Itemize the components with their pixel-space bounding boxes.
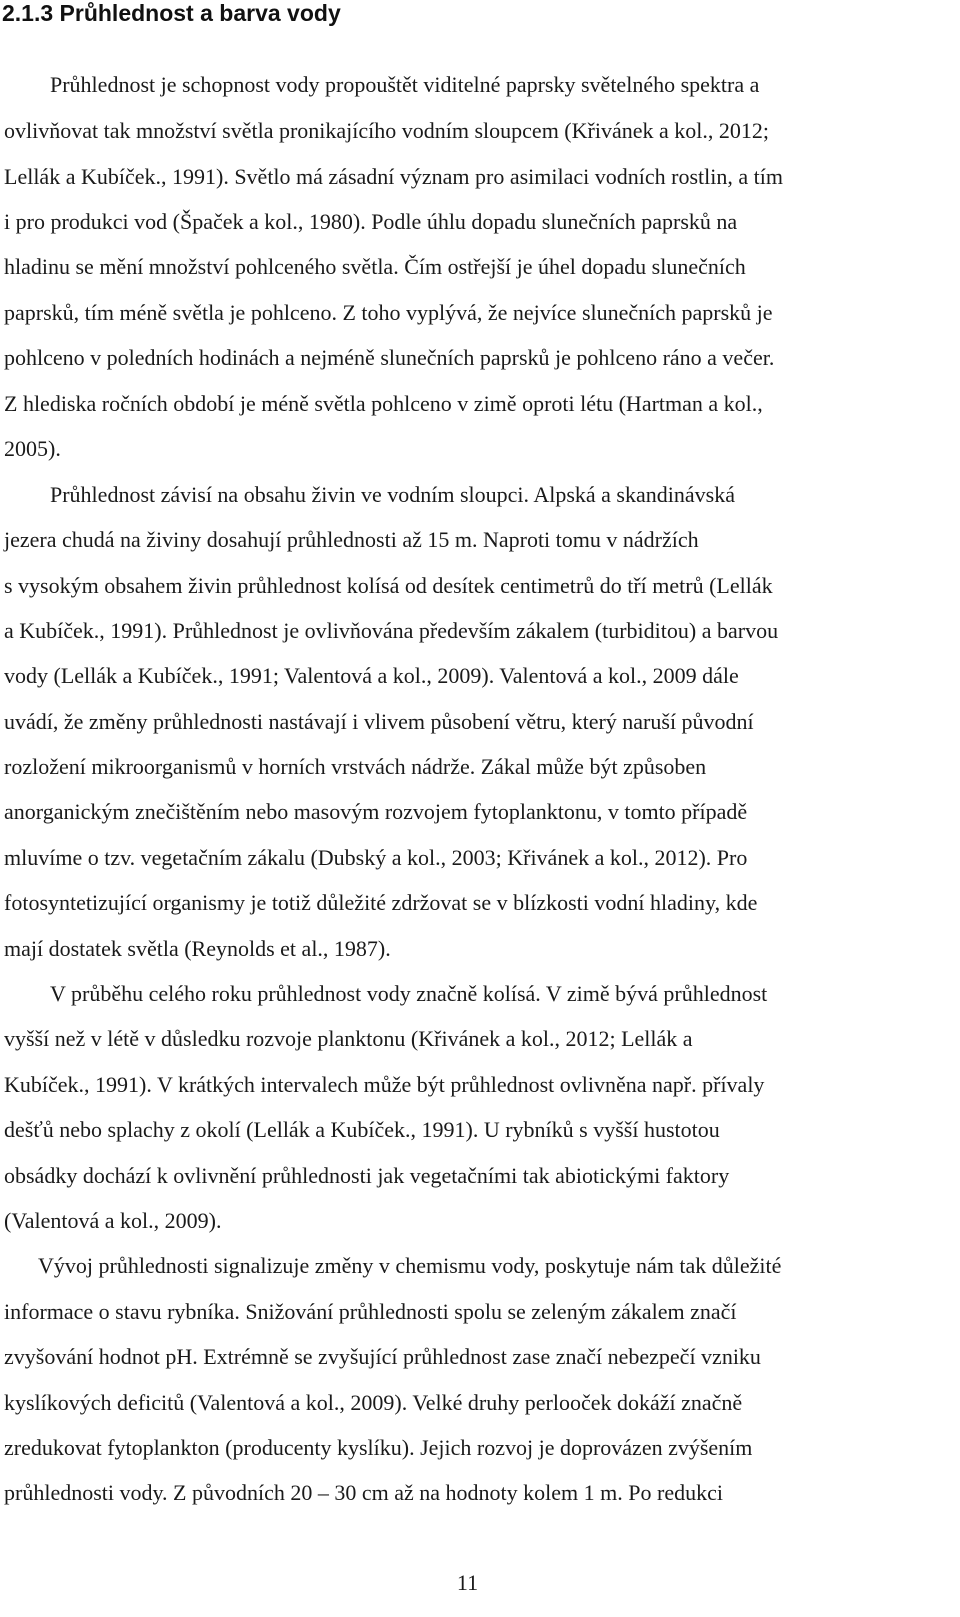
text-line: a Kubíček., 1991). Průhlednost je ovlivňována především zákalem (turbiditou) a barvou	[4, 618, 779, 643]
text-line: průhlednosti vody. Z původních 20 – 30 cm až na hodnoty kolem 1 m. Po redukci	[4, 1480, 723, 1505]
text-line: zredukovat fytoplankton (producenty kyslíku). Jejich rozvoj je doprovázen zvýšením	[4, 1435, 753, 1460]
text-line: dešťů nebo splachy z okolí (Lellák a Kubíček., 1991). U rybníků s vyšší hustotou	[4, 1117, 720, 1142]
text-line: paprsků, tím méně světla je pohlceno. Z toho vyplývá, že nejvíce slunečních paprsků je	[4, 300, 773, 325]
text-line: Kubíček., 1991). V krátkých intervalech může být průhlednost ovlivněna např. přívaly	[4, 1072, 765, 1097]
text-line: V průběhu celého roku průhlednost vody značně kolísá. V zimě bývá průhlednost	[50, 981, 768, 1006]
text-line: jezera chudá na živiny dosahují průhlednosti až 15 m. Naproti tomu v nádržích	[4, 527, 699, 552]
text-line: (Valentová a kol., 2009).	[4, 1208, 222, 1233]
text-line: rozložení mikroorganismů v horních vrstvách nádrže. Zákal může být způsoben	[4, 754, 707, 779]
text-line: obsádky dochází k ovlivnění průhlednosti jak vegetačními tak abiotickými faktory	[4, 1163, 730, 1188]
text-line: Lellák a Kubíček., 1991). Světlo má zásadní význam pro asimilaci vodních rostlin, a tím	[4, 164, 783, 189]
text-line: vody (Lellák a Kubíček., 1991; Valentová a kol., 2009). Valentová a kol., 2009 dále	[4, 663, 739, 688]
text-line: informace o stavu rybníka. Snižování průhlednosti spolu se zeleným zákalem značí	[4, 1299, 737, 1324]
text-line: anorganickým znečištěním nebo masovým rozvojem fytoplanktonu, v tomto případě	[4, 799, 748, 824]
text-line: mají dostatek světla (Reynolds et al., 1987).	[4, 936, 391, 961]
text-line: pohlceno v poledních hodinách a nejméně slunečních paprsků je pohlceno ráno a večer.	[4, 345, 775, 370]
text-line: Průhlednost je schopnost vody propouštět viditelné paprsky světelného spektra a	[50, 72, 760, 97]
section-heading: 2.1.3 Průhlednost a barva vody	[2, 0, 341, 26]
text-line: uvádí, že změny průhlednosti nastávají i vlivem působení větru, který naruší původní	[4, 709, 754, 734]
text-line: mluvíme o tzv. vegetačním zákalu (Dubský a kol., 2003; Křivánek a kol., 2012). Pro	[4, 845, 748, 870]
text-line: fotosyntetizující organismy je totiž důležité zdržovat se v blízkosti vodní hladiny, kde	[4, 890, 758, 915]
text-line: ovlivňovat tak množství světla pronikajícího vodním sloupcem (Křivánek a kol., 2012;	[4, 118, 769, 143]
text-line: i pro produkci vod (Špaček a kol., 1980). Podle úhlu dopadu slunečních paprsků na	[4, 209, 738, 234]
text-line: hladinu se mění množství pohlceného světla. Čím ostřejší je úhel dopadu slunečních	[4, 254, 746, 279]
text-line: kyslíkových deficitů (Valentová a kol., 2009). Velké druhy perlooček dokáží značně	[4, 1390, 743, 1415]
text-line: Vývoj průhlednosti signalizuje změny v chemismu vody, poskytuje nám tak důležité	[38, 1253, 782, 1278]
text-line: zvyšování hodnot pH. Extrémně se zvyšující průhlednost zase značí nebezpečí vzniku	[4, 1344, 761, 1369]
page-number: 11	[456, 1570, 479, 1595]
text-line: s vysokým obsahem živin průhlednost kolísá od desítek centimetrů do tří metrů (Lellák	[4, 573, 773, 598]
text-line: Z hlediska ročních období je méně světla pohlceno v zimě oproti létu (Hartman a kol.,	[4, 391, 763, 416]
text-line: Průhlednost závisí na obsahu živin ve vodním sloupci. Alpská a skandinávská	[50, 482, 735, 507]
text-line: vyšší než v létě v důsledku rozvoje planktonu (Křivánek a kol., 2012; Lellák a	[4, 1026, 693, 1051]
text-line: 2005).	[4, 436, 61, 461]
